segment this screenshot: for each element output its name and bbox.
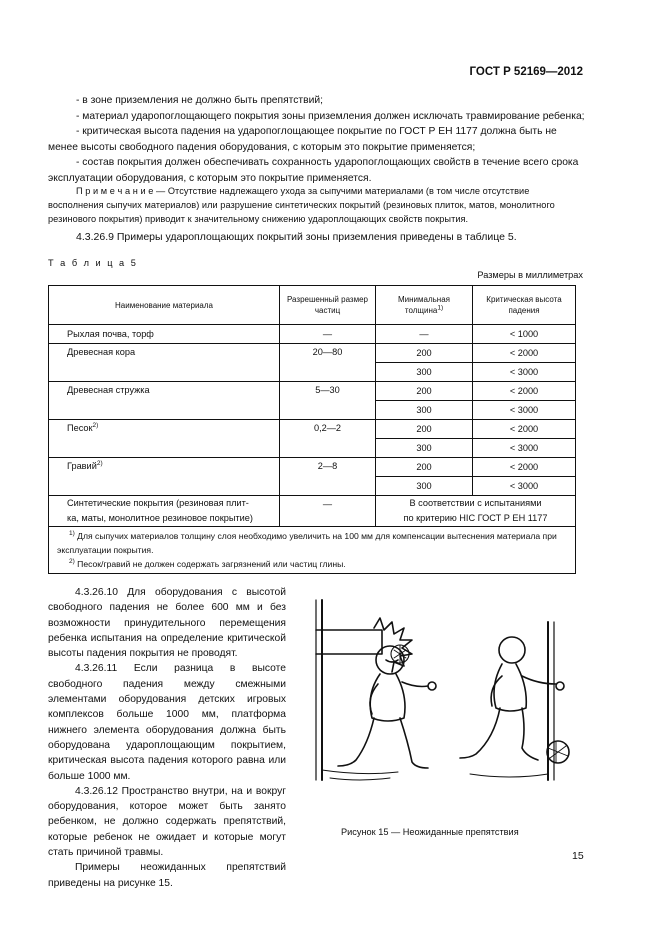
note (48, 184, 585, 226)
cell-material: Рыхлая почва, торф (49, 325, 280, 344)
cell-thickness: 200 (376, 382, 473, 401)
list-item: - материал ударопоглощающего покрытия зоны приземления должен исключать травмирование ребенка; (76, 110, 585, 122)
cell-height: < 2000 (473, 344, 576, 363)
cell-synthetic-criteria: В соответствии с испытаниями по критерию HIC ГОСТ Р ЕН 1177 (376, 496, 576, 527)
paragraph-4-3-26-11: 4.3.26.11 Если разница в высоте свободного падения между смежными элементами оборудования детских игровых комплексов больше 1000 мм, платформа нижнего элемента оборудования должна быть оборудована удароплощающим покрытием, критическая высота падения которого равна или больше 1000 мм. (48, 663, 286, 782)
cell-height: < 2000 (473, 458, 576, 477)
body-text-column (48, 585, 286, 891)
table-row (49, 325, 576, 344)
cell-material: Древесная кора (49, 344, 280, 382)
list-item: - критическая высота падения на ударопоглощающее покрытие по ГОСТ Р ЕН 1177 должна быть не менее высоты свободного падения оборудования, с которым это покрытие применяется; (48, 126, 557, 153)
cell-height: < 3000 (473, 401, 576, 420)
table-row (49, 420, 576, 439)
paragraph-examples: Примеры неожиданных препятствий приведены на рисунке 15. (48, 862, 286, 889)
cell-size: 0,2—2 (280, 420, 376, 458)
page-number: 15 (572, 850, 584, 862)
surfaces-table (48, 285, 576, 574)
cell-size: 5—30 (280, 382, 376, 420)
header-min-thickness: Минимальная толщина$^{1)}$ (376, 286, 473, 325)
note-label: П р и м е ч а н и е (76, 186, 154, 196)
cell-height: < 3000 (473, 439, 576, 458)
list-item: - в зоне приземления не должно быть препятствий; (76, 95, 323, 106)
footnote-2: $^{2)}$ Песок/гравий не должен содержать загрязнений или частиц глины. (69, 558, 346, 569)
cell-height: < 2000 (473, 420, 576, 439)
table-caption: Т а б л и ц а 5 (48, 258, 138, 268)
table-row (49, 458, 576, 477)
cell-height: < 1000 (473, 325, 576, 344)
footnotes-cell (49, 527, 576, 574)
cell-height: < 3000 (473, 477, 576, 496)
cell-size: — (280, 496, 376, 527)
section-4-3-26-9: 4.3.26.9 Примеры удароплощающих покрытий зоны приземления приведены в таблице 5. (76, 231, 517, 243)
paragraph-4-3-26-12: 4.3.26.12 Пространство внутри, на и вокруг оборудования, которое может быть занято ребенком, не должно содержать препятствий, которые ребенок не ожидает и которые могут стать причиной травмы. (48, 785, 286, 859)
table-footnotes (49, 527, 576, 574)
cell-thickness: 300 (376, 363, 473, 382)
cell-size: — (280, 325, 376, 344)
figure-caption: Рисунок 15 — Неожиданные препятствия (341, 827, 519, 837)
paragraph-4-3-26-10: 4.3.26.10 Для оборудования с высотой свободного падения не более 600 мм и без возможности принудительного перемещения ребенка испытания на определение критической высоты падения покрытия не проводят. (48, 587, 286, 660)
table-row (49, 344, 576, 363)
cell-size: 2—8 (280, 458, 376, 496)
table-row (49, 382, 576, 401)
cell-size: 20—80 (280, 344, 376, 382)
note-text: — Отсутствие надлежащего ухода за сыпучими материалами (в том числе отсутствие восполнения сыпучих материалов) или разрушение синтетических покрытий (резиновых плиток, матов, монолитного резинового покрытия) приводит к значительному снижению удароплощающих свойств покрытия. (48, 186, 555, 224)
cell-thickness: 200 (376, 420, 473, 439)
cell-thickness: 300 (376, 401, 473, 420)
header-critical-height: Критическая высота падения (473, 286, 576, 325)
requirements-list (48, 93, 585, 187)
list-item: - состав покрытия должен обеспечивать сохранность ударопоглощающих свойств в течение всего срока эксплуатации оборудования, с которым это покрытие применяется. (48, 157, 579, 184)
cell-material: Синтетические покрытия (резиновая плит- ка, маты, монолитное резиновое покрытие) (49, 496, 280, 527)
cell-material: Песок$^{2)}$ (49, 420, 280, 458)
footnote-1: $^{1)}$ Для сыпучих материалов толщину слоя необходимо увеличить на 100 мм для компенсации вытеснения материала при эксплуатации покрытия. (57, 530, 557, 555)
figure-15-illustration (290, 592, 590, 792)
table-header-row (49, 286, 576, 325)
table-row (49, 496, 576, 527)
document-header: ГОСТ Р 52169—2012 (469, 66, 583, 78)
cell-height: < 3000 (473, 363, 576, 382)
cell-thickness: 200 (376, 344, 473, 363)
table-units: Размеры в миллиметрах (477, 270, 583, 280)
cell-material: Гравий$^{2)}$ (49, 458, 280, 496)
cell-thickness: 300 (376, 477, 473, 496)
cell-material: Древесная стружка (49, 382, 280, 420)
header-particle-size: Разрешенный размер частиц (280, 286, 376, 325)
cell-thickness: 300 (376, 439, 473, 458)
header-material: Наименование материала (49, 286, 280, 325)
cell-height: < 2000 (473, 382, 576, 401)
cell-thickness: — (376, 325, 473, 344)
cell-thickness: 200 (376, 458, 473, 477)
